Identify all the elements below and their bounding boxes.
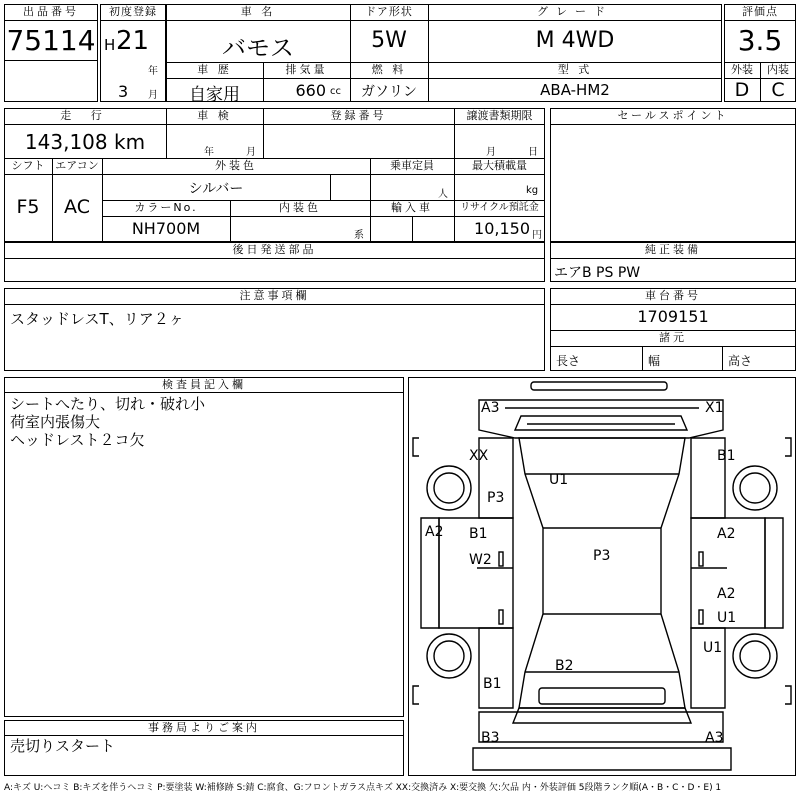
dims-label: 諸元 <box>659 331 687 344</box>
inspector-label: 検査員記入欄 <box>162 378 246 391</box>
score: 3.5 <box>737 24 783 57</box>
mileage: 143,108 km <box>24 130 146 154</box>
max-load-unit: kg <box>526 185 539 196</box>
history-label: 車 歴 <box>197 63 232 76</box>
inspector-line-3: ヘッドレスト２コ欠 <box>10 431 145 449</box>
exterior-label: 外装 <box>731 63 753 76</box>
month-unit: 月 <box>148 90 158 101</box>
ac-label: エアコン <box>55 159 99 172</box>
equipment-label: 純正装備 <box>645 243 701 256</box>
notes-text: スタッドレスT、リア２ヶ <box>10 310 184 328</box>
recycle-unit: 円 <box>532 230 542 241</box>
score-label: 評価点 <box>742 5 778 18</box>
era: H <box>104 36 116 54</box>
sales-point-label: セールスポイント <box>617 109 729 122</box>
inspection-label: 車 検 <box>197 109 232 122</box>
int-color-label: 内装色 <box>279 201 321 214</box>
legend-text: A:キズ U:ヘコミ B:キズを伴うヘコミ P:要塗装 W:補修跡 S:錆 C:腐食、G:フロントガラス点キズ XX:交換済み X:要交換 欠:欠品 内・外装評価 5段階ランク順(A・B・C・D・E) 1 <box>4 783 722 793</box>
lot-number-label: 出品番号 <box>23 5 79 18</box>
car-outline-diagram <box>409 378 795 775</box>
displacement-label: 排気量 <box>285 63 328 76</box>
color-no: NH700M <box>131 219 201 238</box>
label-a2-right-2: A2 <box>717 586 736 602</box>
damage-diagram <box>408 377 796 776</box>
color-no-label: カラーNo. <box>134 201 198 214</box>
label-a3-top: A3 <box>481 400 500 416</box>
reg-month: 3 <box>118 82 129 101</box>
shift: F5 <box>16 196 40 218</box>
label-a3-bottom: A3 <box>705 730 724 746</box>
transfer-day-unit: 日 <box>528 147 538 158</box>
width-label: 幅 <box>648 354 661 368</box>
label-u1-top: U1 <box>549 472 569 488</box>
inspector-line-1: シートへたり、切れ・破れ小 <box>10 395 206 413</box>
grade: M 4WD <box>535 28 615 53</box>
label-b1-bottom: B1 <box>483 676 502 692</box>
import-label: 輸入車 <box>391 201 433 214</box>
car-name-label: 車 名 <box>240 5 276 18</box>
length-label: 長さ <box>556 354 581 368</box>
car-name: バモス <box>222 34 294 62</box>
year-unit: 年 <box>148 66 158 77</box>
fuel: ガソリン <box>361 84 417 100</box>
history: 自家用 <box>189 85 240 105</box>
reg-year: 21 <box>116 26 150 56</box>
ac: AC <box>64 196 90 218</box>
recycle-label: リサイクル預託金 <box>460 202 539 213</box>
fuel-label: 燃 料 <box>371 63 407 76</box>
label-p3-center: P3 <box>593 548 611 564</box>
label-a2-left: A2 <box>425 524 444 540</box>
label-b3: B3 <box>481 730 500 746</box>
interior-grade: C <box>771 79 785 101</box>
capacity-label: 乗車定員 <box>390 159 434 172</box>
label-b1-left: B1 <box>469 526 488 542</box>
label-a2-right-1: A2 <box>717 526 736 542</box>
shift-label: シフト <box>11 159 45 172</box>
exterior-grade: D <box>734 79 750 101</box>
displacement: 660 <box>295 81 326 100</box>
grade-label: グレード <box>537 5 613 18</box>
label-x1: X1 <box>705 400 724 416</box>
label-p3-left: P3 <box>487 490 505 506</box>
later-parts-label: 後日発送部品 <box>232 243 317 256</box>
notes-label: 注意事項欄 <box>239 289 310 302</box>
label-xx: XX <box>469 448 489 464</box>
interior-label: 内装 <box>767 63 789 76</box>
label-u1-right-2: U1 <box>703 640 723 656</box>
max-load-label: 最大積載量 <box>472 159 527 172</box>
chassis-label: 車台番号 <box>645 289 701 302</box>
capacity-unit: 人 <box>438 189 448 200</box>
ext-color-label: 外装色 <box>215 159 257 172</box>
label-b2: B2 <box>555 658 574 674</box>
office-note: 売切りスタート <box>10 737 116 755</box>
transfer-label: 譲渡書類期限 <box>466 109 533 122</box>
door-type: 5W <box>371 28 407 53</box>
inspection-month-unit: 月 <box>246 147 256 158</box>
reg-number-label: 登録番号 <box>330 109 387 122</box>
int-color-unit: 系 <box>354 230 364 241</box>
chassis-number: 1709151 <box>637 307 709 326</box>
inspection-year-unit: 年 <box>204 147 214 158</box>
first-reg-label: 初度登録 <box>109 5 157 18</box>
model: ABA-HM2 <box>540 81 610 99</box>
displacement-unit: cc <box>330 86 341 97</box>
transfer-month-unit: 月 <box>486 147 496 158</box>
recycle-fee: 10,150 <box>474 219 530 238</box>
label-u1-right: U1 <box>717 610 737 626</box>
inspector-line-2: 荷室内張傷大 <box>10 413 101 431</box>
lot-number: 75114 <box>6 24 96 57</box>
label-w2: W2 <box>469 552 492 568</box>
model-label: 型 式 <box>557 63 593 76</box>
equipment: エアB PS PW <box>554 265 641 281</box>
mileage-label: 走 行 <box>60 109 110 122</box>
label-b1-right: B1 <box>717 448 736 464</box>
door-label: ドア形状 <box>365 5 413 18</box>
office-label: 事務局よりご案内 <box>148 721 260 734</box>
ext-color: シルバー <box>188 181 244 197</box>
height-label: 高さ <box>728 354 753 368</box>
sales-point-block <box>550 108 796 242</box>
